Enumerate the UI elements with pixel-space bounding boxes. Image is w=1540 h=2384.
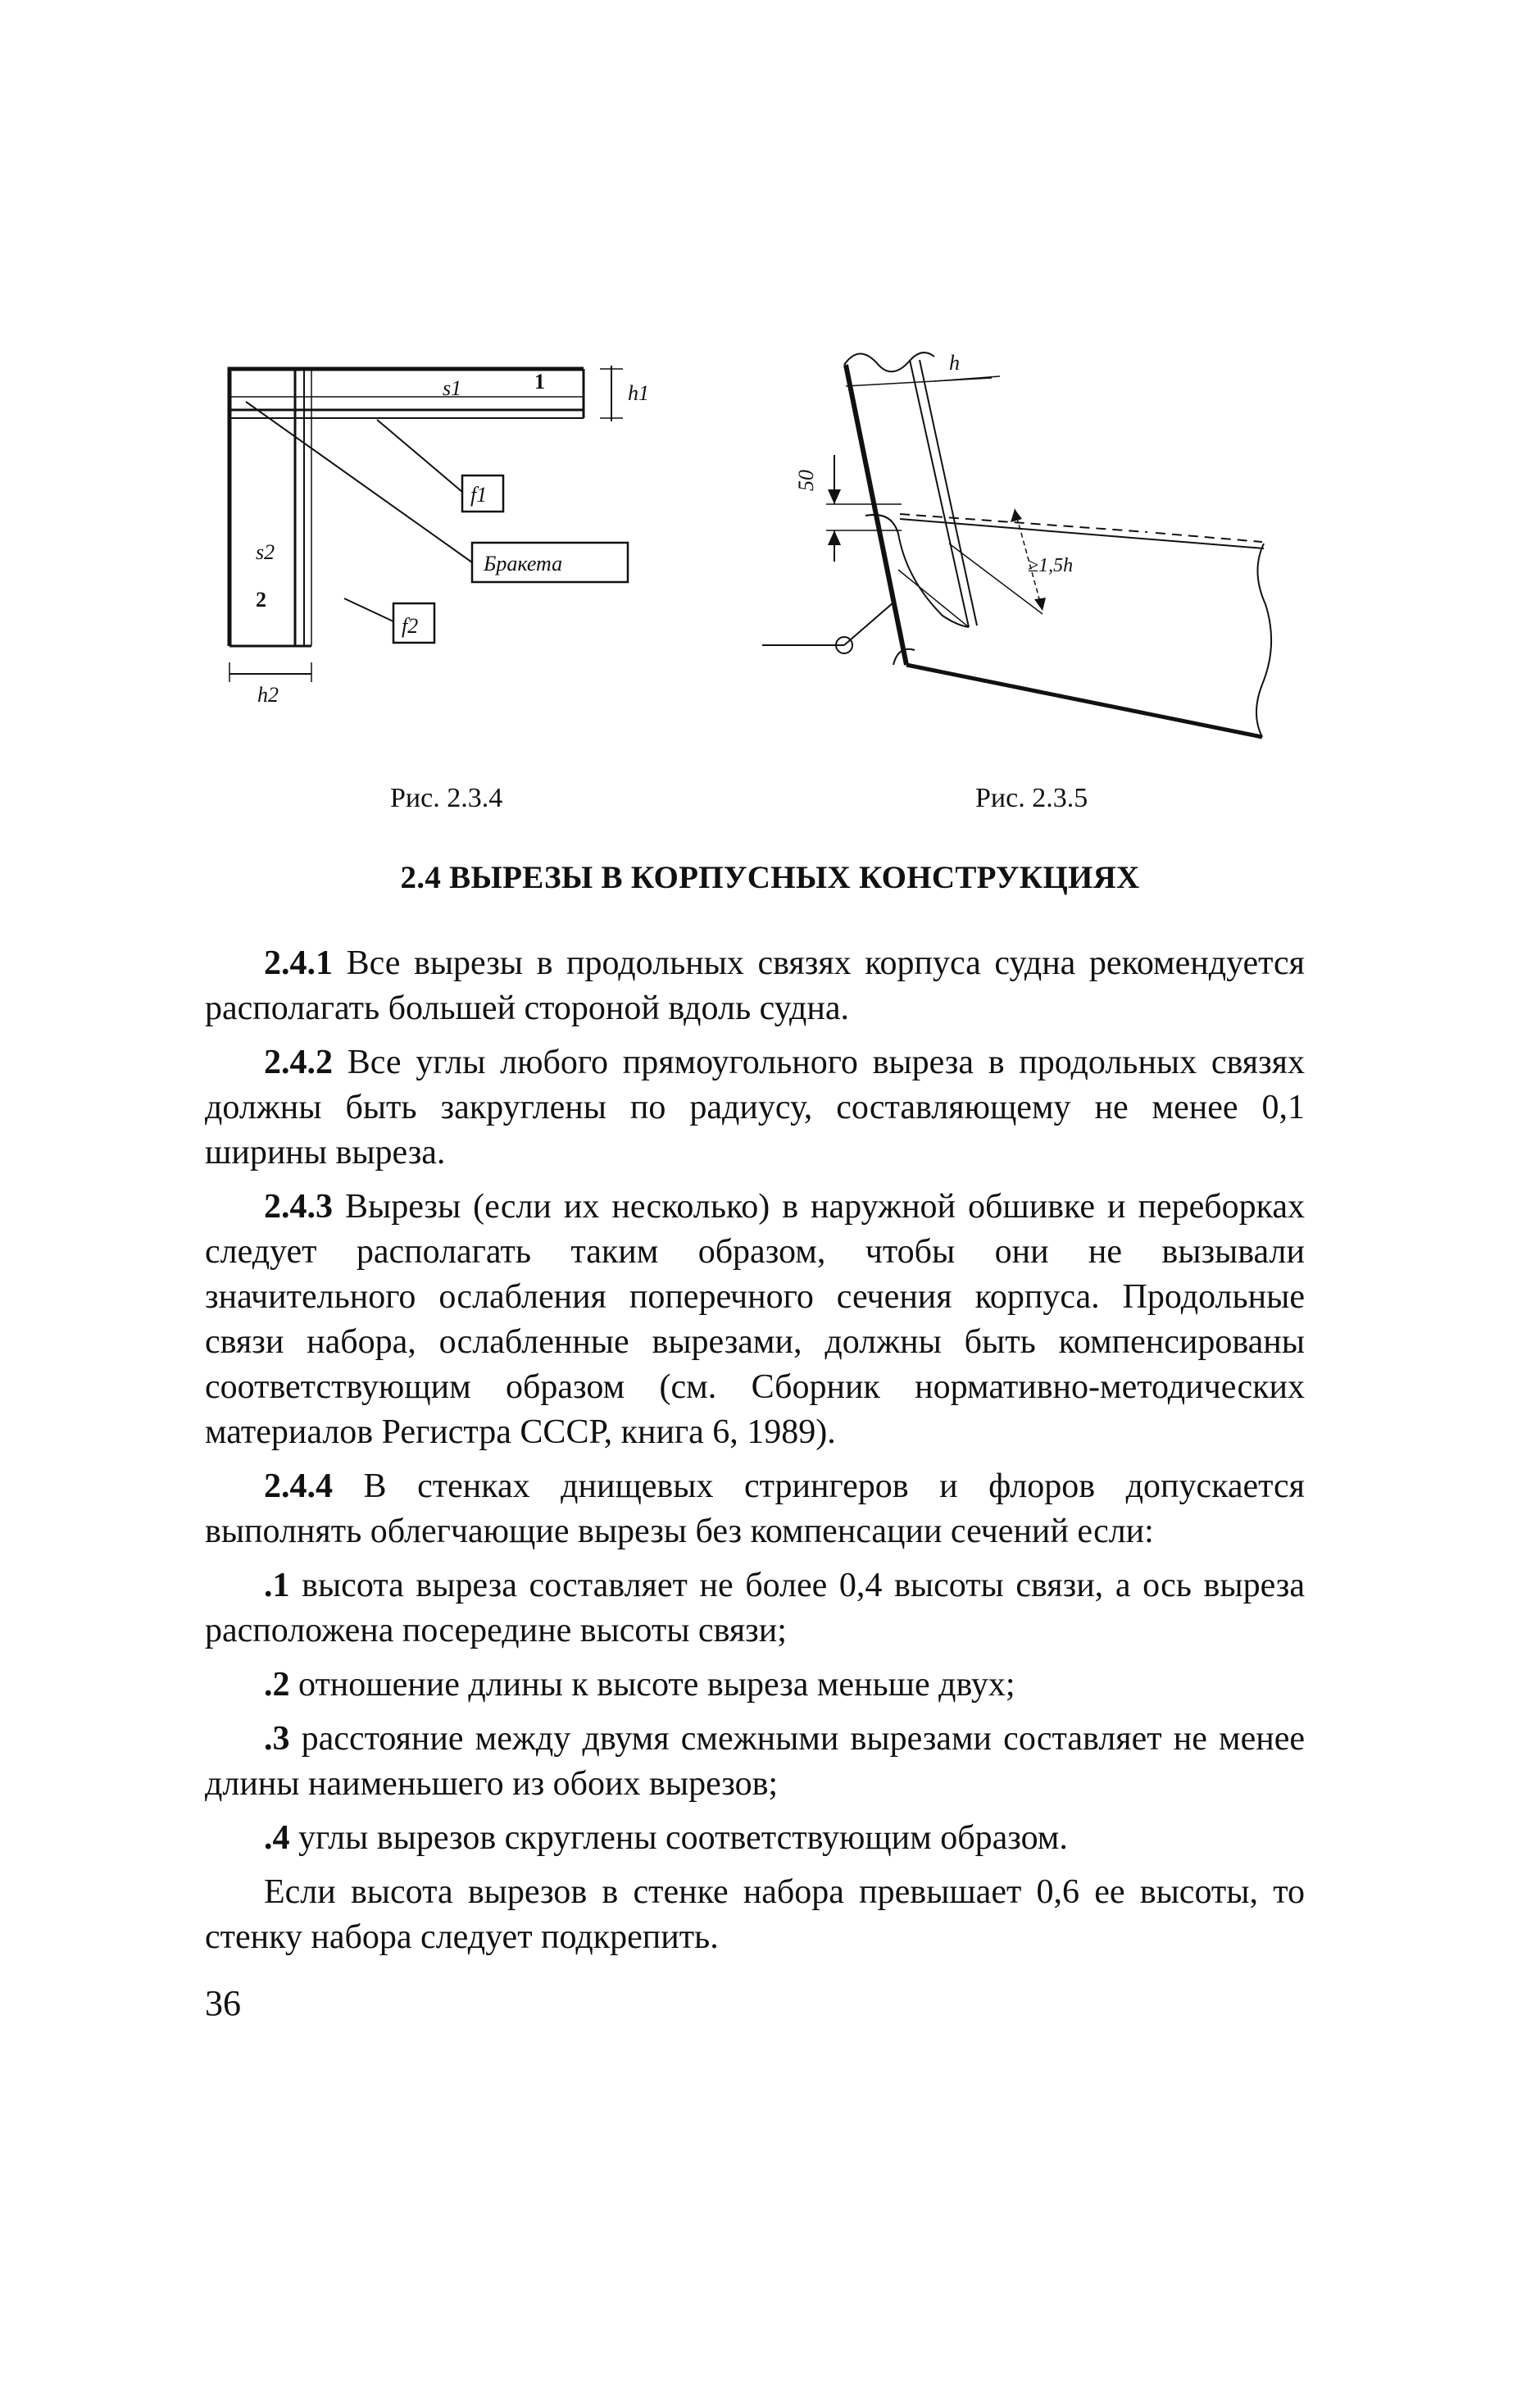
- label-min-height: ≥1,5h: [1028, 555, 1074, 576]
- label-h2: h2: [257, 683, 279, 707]
- paragraph-text: Все углы любого прямоугольного выреза в продольных связях должны быть закруглены по радиусу, составляющему не менее 0,1 ширины выреза.: [205, 1044, 1305, 1172]
- list-item-number: .4: [264, 1819, 290, 1857]
- section-heading: 2.4 ВЫРЕЗЫ В КОРПУСНЫХ КОНСТРУКЦИЯХ: [400, 860, 1140, 895]
- label-2: 2: [256, 588, 266, 612]
- paragraph: [205, 1464, 1305, 1554]
- figure-caption-2-3-4: Рис. 2.3.4: [390, 783, 503, 813]
- list-item: [205, 1663, 1305, 1708]
- paragraph-text: В стенках днищевых стрингеров и флоров допускается выполнять облегчающие вырезы без компенсации сечений если:: [205, 1467, 1305, 1550]
- label-1: 1: [534, 370, 545, 394]
- paragraph-text: Все вырезы в продольных связях корпуса судна рекомендуется располагать большей стороной вдоль судна.: [205, 944, 1305, 1027]
- list-item-number: .1: [264, 1567, 290, 1604]
- paragraph: [205, 1185, 1305, 1455]
- paragraph: [205, 941, 1305, 1031]
- label-bracket: Бракета: [484, 552, 563, 576]
- label-s2: s2: [256, 540, 275, 564]
- body-text: [205, 941, 1305, 1969]
- paragraph-number: 2.4.2: [264, 1044, 333, 1081]
- paragraph-number: 2.4.3: [264, 1188, 333, 1226]
- list-item-number: .2: [264, 1666, 290, 1704]
- paragraph-number: 2.4.4: [264, 1467, 333, 1505]
- label-f1: f1: [470, 483, 488, 507]
- figure-2-3-5-drawing: [754, 340, 1295, 754]
- paragraph-number: 2.4.1: [264, 944, 333, 982]
- label-f2: f2: [402, 614, 419, 638]
- paragraph: [205, 1040, 1305, 1176]
- list-item-number: .3: [264, 1720, 290, 1758]
- paragraph: [205, 1870, 1305, 1960]
- label-h1: h1: [628, 381, 649, 405]
- list-item-text: углы вырезов скруглены соответствующим образом.: [289, 1819, 1068, 1857]
- list-item-text: высота выреза составляет не более 0,4 высоты связи, а ось выреза расположена посередине высоты связи;: [205, 1567, 1305, 1649]
- list-item-text: расстояние между двумя смежными вырезами составляет не менее длины наименьшего из обоих вырезов;: [205, 1720, 1305, 1803]
- figure-2-3-4-drawing: [221, 353, 680, 713]
- figure-2-3-4: [221, 353, 680, 713]
- page-number: 36: [205, 1983, 241, 2023]
- list-item: [205, 1717, 1305, 1807]
- label-50: 50: [794, 470, 818, 491]
- label-h: h: [949, 351, 960, 375]
- paragraph-text: Если высота вырезов в стенке набора превышает 0,6 ее высоты, то стенку набора следует подкрепить.: [205, 1873, 1305, 1956]
- paragraph-text: Вырезы (если их несколько) в наружной обшивке и переборках следует располагать таким образом, чтобы они не вызывали значительного ослабления поперечного сечения корпуса. Продольные связи набора, ослабленные вырезами, должны быть компенсированы соответствующим образом (см. Сборник нормативно-методических материалов Регистра СССР, книга 6, 1989).: [205, 1188, 1305, 1451]
- list-item: [205, 1563, 1305, 1654]
- figure-2-3-5: [754, 340, 1295, 754]
- list-item-text: отношение длины к высоте выреза меньше двух;: [289, 1666, 1015, 1704]
- figure-caption-2-3-5: Рис. 2.3.5: [975, 783, 1088, 813]
- label-s1: s1: [443, 376, 462, 400]
- list-item: [205, 1816, 1305, 1861]
